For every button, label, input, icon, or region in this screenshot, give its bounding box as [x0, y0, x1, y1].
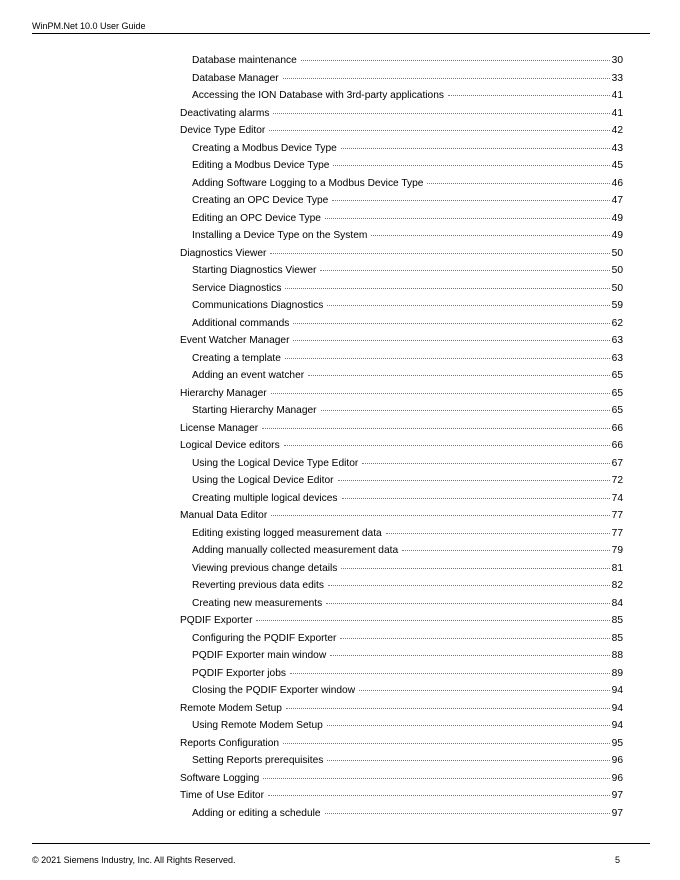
- toc-entry[interactable]: [0, 509, 623, 527]
- toc-entry-page[interactable]: 88: [611, 650, 623, 661]
- dot-leader: [427, 183, 609, 184]
- toc-entry[interactable]: [0, 107, 623, 125]
- toc-entry[interactable]: [0, 789, 623, 807]
- dot-leader: [262, 428, 610, 429]
- toc-entry-title[interactable]: Installing a Device Type on the System: [192, 230, 368, 241]
- toc-entry-page[interactable]: 89: [611, 667, 623, 679]
- dot-leader: [271, 515, 609, 516]
- toc-entry-title[interactable]: Adding an event watcher: [192, 370, 305, 381]
- toc-entry-page[interactable]: 47: [611, 195, 623, 206]
- toc-entry-page[interactable]: 50: [611, 282, 623, 294]
- toc-entry-title[interactable]: Event Watcher Manager: [180, 335, 290, 346]
- toc-entry[interactable]: [0, 422, 623, 440]
- toc-entry-page[interactable]: 46: [611, 177, 623, 189]
- toc-entry-title[interactable]: Database maintenance: [192, 55, 297, 66]
- dot-leader: [271, 393, 610, 394]
- page-number: 5: [614, 855, 620, 865]
- toc-entry[interactable]: [0, 649, 623, 667]
- dot-leader: [402, 550, 610, 551]
- toc-entry-page[interactable]: 65: [611, 370, 623, 381]
- toc-entry-title[interactable]: Starting Diagnostics Viewer: [192, 265, 317, 276]
- toc-entry[interactable]: [0, 474, 623, 492]
- toc-entry[interactable]: [0, 282, 623, 300]
- dot-leader: [341, 148, 610, 149]
- toc-entry-page[interactable]: 85: [611, 632, 623, 644]
- toc-entry-page[interactable]: 50: [611, 247, 623, 259]
- toc-entry[interactable]: [0, 457, 623, 475]
- toc-entry-title[interactable]: PQDIF Exporter: [180, 615, 253, 626]
- toc-entry-page[interactable]: 63: [611, 335, 623, 346]
- toc-entry-page[interactable]: 96: [611, 772, 623, 784]
- dot-leader: [283, 743, 610, 744]
- dot-leader: [325, 813, 610, 814]
- toc-entry-title[interactable]: Logical Device editors: [180, 440, 280, 451]
- dot-leader: [284, 445, 610, 446]
- toc-entry-title[interactable]: Device Type Editor: [180, 125, 266, 136]
- toc-entry-page[interactable]: 49: [611, 212, 623, 224]
- dot-leader: [263, 778, 609, 779]
- toc-entry[interactable]: [0, 264, 623, 282]
- toc-entry[interactable]: [0, 632, 623, 650]
- toc-entry-page[interactable]: 97: [611, 807, 623, 819]
- toc-entry-page[interactable]: 41: [611, 107, 623, 119]
- toc-entry-title[interactable]: Adding manually collected measurement data: [192, 545, 399, 556]
- dot-leader: [268, 795, 610, 796]
- toc-entry-title[interactable]: Service Diagnostics: [192, 282, 282, 294]
- toc-entry-title[interactable]: Using the Logical Device Type Editor: [192, 457, 359, 469]
- toc-entry-title[interactable]: Using the Logical Device Editor: [192, 475, 334, 486]
- toc-entry-page[interactable]: 65: [611, 405, 623, 416]
- toc-entry[interactable]: [0, 772, 623, 790]
- dot-leader: [386, 533, 610, 534]
- dot-leader: [273, 113, 609, 114]
- toc-entry-page[interactable]: 59: [611, 300, 623, 311]
- toc-entry[interactable]: [0, 597, 623, 615]
- toc-entry[interactable]: [0, 352, 623, 370]
- toc-entry-page[interactable]: 84: [611, 597, 623, 609]
- dot-leader: [285, 358, 610, 359]
- dot-leader: [327, 725, 610, 726]
- toc-entry[interactable]: [0, 124, 623, 142]
- toc-entry[interactable]: [0, 544, 623, 562]
- toc-entry-page[interactable]: 62: [611, 317, 623, 329]
- dot-leader: [270, 253, 609, 254]
- toc-entry[interactable]: [0, 54, 623, 72]
- dot-leader: [293, 340, 609, 341]
- toc-entry[interactable]: [0, 334, 623, 352]
- toc-entry[interactable]: [0, 404, 623, 422]
- toc-entry-page[interactable]: 81: [611, 562, 623, 574]
- toc-entry-title[interactable]: Adding Software Logging to a Modbus Device Type: [192, 177, 424, 189]
- toc-entry-page[interactable]: 66: [611, 422, 623, 434]
- toc-entry-title[interactable]: Creating a template: [192, 352, 281, 364]
- toc-entry-page[interactable]: 97: [611, 790, 623, 801]
- toc-entry-page[interactable]: 45: [611, 160, 623, 171]
- dot-leader: [325, 218, 610, 219]
- dot-leader: [320, 270, 609, 271]
- toc-entry-page[interactable]: 67: [611, 457, 623, 469]
- toc-entry[interactable]: [0, 667, 623, 685]
- toc-entry-title[interactable]: Closing the PQDIF Exporter window: [192, 685, 356, 696]
- toc-entry-title[interactable]: Software Logging: [180, 772, 260, 784]
- dot-leader: [371, 235, 609, 236]
- toc-entry[interactable]: [0, 177, 623, 195]
- toc-entry-page[interactable]: 77: [611, 510, 623, 521]
- toc-entry[interactable]: [0, 72, 623, 90]
- toc-entry-title[interactable]: Remote Modem Setup: [180, 702, 282, 714]
- toc-entry-title[interactable]: Starting Hierarchy Manager: [192, 405, 317, 416]
- toc-entry-title[interactable]: Accessing the ION Database with 3rd-party applications: [192, 90, 444, 101]
- toc-entry-page[interactable]: 66: [611, 440, 623, 451]
- toc-entry-page[interactable]: 41: [611, 90, 623, 101]
- dot-leader: [448, 95, 610, 96]
- toc-entry[interactable]: [0, 317, 623, 335]
- toc-entry[interactable]: [0, 614, 623, 632]
- toc-entry-page[interactable]: 77: [611, 527, 623, 539]
- toc-entry-page[interactable]: 65: [611, 387, 623, 399]
- toc-entry[interactable]: [0, 229, 623, 247]
- dot-leader: [341, 568, 609, 569]
- toc-entry-title[interactable]: Creating new measurements: [192, 597, 323, 609]
- toc-entry-page[interactable]: 94: [611, 720, 623, 731]
- toc-entry[interactable]: [0, 299, 623, 317]
- toc-entry-title[interactable]: Database Manager: [192, 72, 279, 84]
- dot-leader: [285, 288, 609, 289]
- dot-leader: [328, 585, 610, 586]
- toc-entry[interactable]: [0, 719, 623, 737]
- toc-entry-title[interactable]: Diagnostics Viewer: [180, 247, 267, 259]
- toc-entry-title[interactable]: Additional commands: [192, 317, 290, 329]
- dot-leader: [286, 708, 610, 709]
- dot-leader: [290, 673, 610, 674]
- toc-entry[interactable]: [0, 142, 623, 160]
- toc-entry-title[interactable]: License Manager: [180, 422, 259, 434]
- dot-leader: [308, 375, 610, 376]
- toc-entry-page[interactable]: 96: [611, 755, 623, 766]
- toc-entry[interactable]: [0, 579, 623, 597]
- toc-entry-page[interactable]: 30: [611, 55, 623, 66]
- dot-leader: [359, 690, 610, 691]
- toc-entry-page[interactable]: 74: [611, 492, 623, 504]
- dot-leader: [326, 603, 609, 604]
- toc-entry-title[interactable]: Configuring the PQDIF Exporter: [192, 632, 337, 644]
- toc-entry-title[interactable]: Reverting previous data edits: [192, 580, 324, 591]
- toc-entry[interactable]: [0, 247, 623, 265]
- toc-entry-title[interactable]: PQDIF Exporter main window: [192, 650, 327, 661]
- dot-leader: [269, 130, 609, 131]
- dot-leader: [283, 78, 610, 79]
- toc-entry[interactable]: [0, 212, 623, 230]
- dot-leader: [332, 200, 609, 201]
- toc-entry-title[interactable]: Editing an OPC Device Type: [192, 212, 321, 224]
- toc-entry[interactable]: [0, 562, 623, 580]
- toc-entry[interactable]: [0, 387, 623, 405]
- toc-entry[interactable]: [0, 807, 623, 825]
- toc-entry[interactable]: [0, 527, 623, 545]
- toc-entry-title[interactable]: Hierarchy Manager: [180, 387, 267, 399]
- toc-entry[interactable]: [0, 492, 623, 510]
- toc-entry[interactable]: [0, 737, 623, 755]
- toc-entry-page[interactable]: 95: [611, 737, 623, 749]
- toc-entry[interactable]: [0, 159, 623, 177]
- toc-entry[interactable]: [0, 754, 623, 772]
- toc-entry-page[interactable]: 85: [611, 615, 623, 626]
- toc-entry-page[interactable]: 94: [611, 702, 623, 714]
- dot-leader: [338, 480, 610, 481]
- toc-entry[interactable]: [0, 369, 623, 387]
- toc-entry-title[interactable]: Reports Configuration: [180, 737, 280, 749]
- toc-entry-title[interactable]: Creating a Modbus Device Type: [192, 142, 337, 154]
- dot-leader: [333, 165, 609, 166]
- footer-divider: [32, 843, 650, 844]
- running-header-title: WinPM.Net 10.0 User Guide: [32, 21, 146, 31]
- toc-entry-title[interactable]: Setting Reports prerequisites: [192, 755, 324, 766]
- dot-leader: [362, 463, 609, 464]
- toc-entry-title[interactable]: Adding or editing a schedule: [192, 807, 321, 819]
- dot-leader: [301, 60, 610, 61]
- dot-leader: [327, 305, 609, 306]
- dot-leader: [321, 410, 610, 411]
- dot-leader: [327, 760, 609, 761]
- toc-entry[interactable]: [0, 684, 623, 702]
- toc-entry-page[interactable]: 33: [611, 72, 623, 84]
- toc-entry-page[interactable]: 49: [611, 230, 623, 241]
- dot-leader: [293, 323, 609, 324]
- toc-entry-title[interactable]: Creating multiple logical devices: [192, 492, 338, 504]
- toc-entry[interactable]: [0, 702, 623, 720]
- toc-entry-title[interactable]: Creating an OPC Device Type: [192, 195, 329, 206]
- toc-entry-title[interactable]: Editing a Modbus Device Type: [192, 160, 330, 171]
- toc-entry-title[interactable]: Time of Use Editor: [180, 790, 264, 801]
- toc-entry[interactable]: [0, 439, 623, 457]
- toc-entry-title[interactable]: Deactivating alarms: [180, 107, 270, 119]
- toc-entry-page[interactable]: 42: [611, 125, 623, 136]
- toc-entry-page[interactable]: 63: [611, 352, 623, 364]
- toc-entry[interactable]: [0, 89, 623, 107]
- footer-copyright: © 2021 Siemens Industry, Inc. All Rights Reserved.: [32, 855, 236, 865]
- toc-entry-page[interactable]: 72: [611, 475, 623, 486]
- toc-entry-title[interactable]: Editing existing logged measurement data: [192, 527, 382, 539]
- toc-entry-page[interactable]: 79: [611, 545, 623, 556]
- toc-entry-page[interactable]: 94: [611, 685, 623, 696]
- dot-leader: [256, 620, 609, 621]
- dot-leader: [330, 655, 609, 656]
- toc-entry-page[interactable]: 50: [611, 265, 623, 276]
- toc-entry-title[interactable]: PQDIF Exporter jobs: [192, 667, 286, 679]
- toc-entry[interactable]: [0, 194, 623, 212]
- toc-entry-title[interactable]: Viewing previous change details: [192, 562, 338, 574]
- toc-entry-page[interactable]: 82: [611, 580, 623, 591]
- table-of-contents: [0, 54, 680, 824]
- toc-entry-page[interactable]: 43: [611, 142, 623, 154]
- toc-entry-title[interactable]: Using Remote Modem Setup: [192, 720, 323, 731]
- dot-leader: [340, 638, 609, 639]
- toc-entry-title[interactable]: Manual Data Editor: [180, 510, 268, 521]
- dot-leader: [342, 498, 610, 499]
- header-divider: [32, 33, 650, 34]
- toc-entry-title[interactable]: Communications Diagnostics: [192, 300, 324, 311]
